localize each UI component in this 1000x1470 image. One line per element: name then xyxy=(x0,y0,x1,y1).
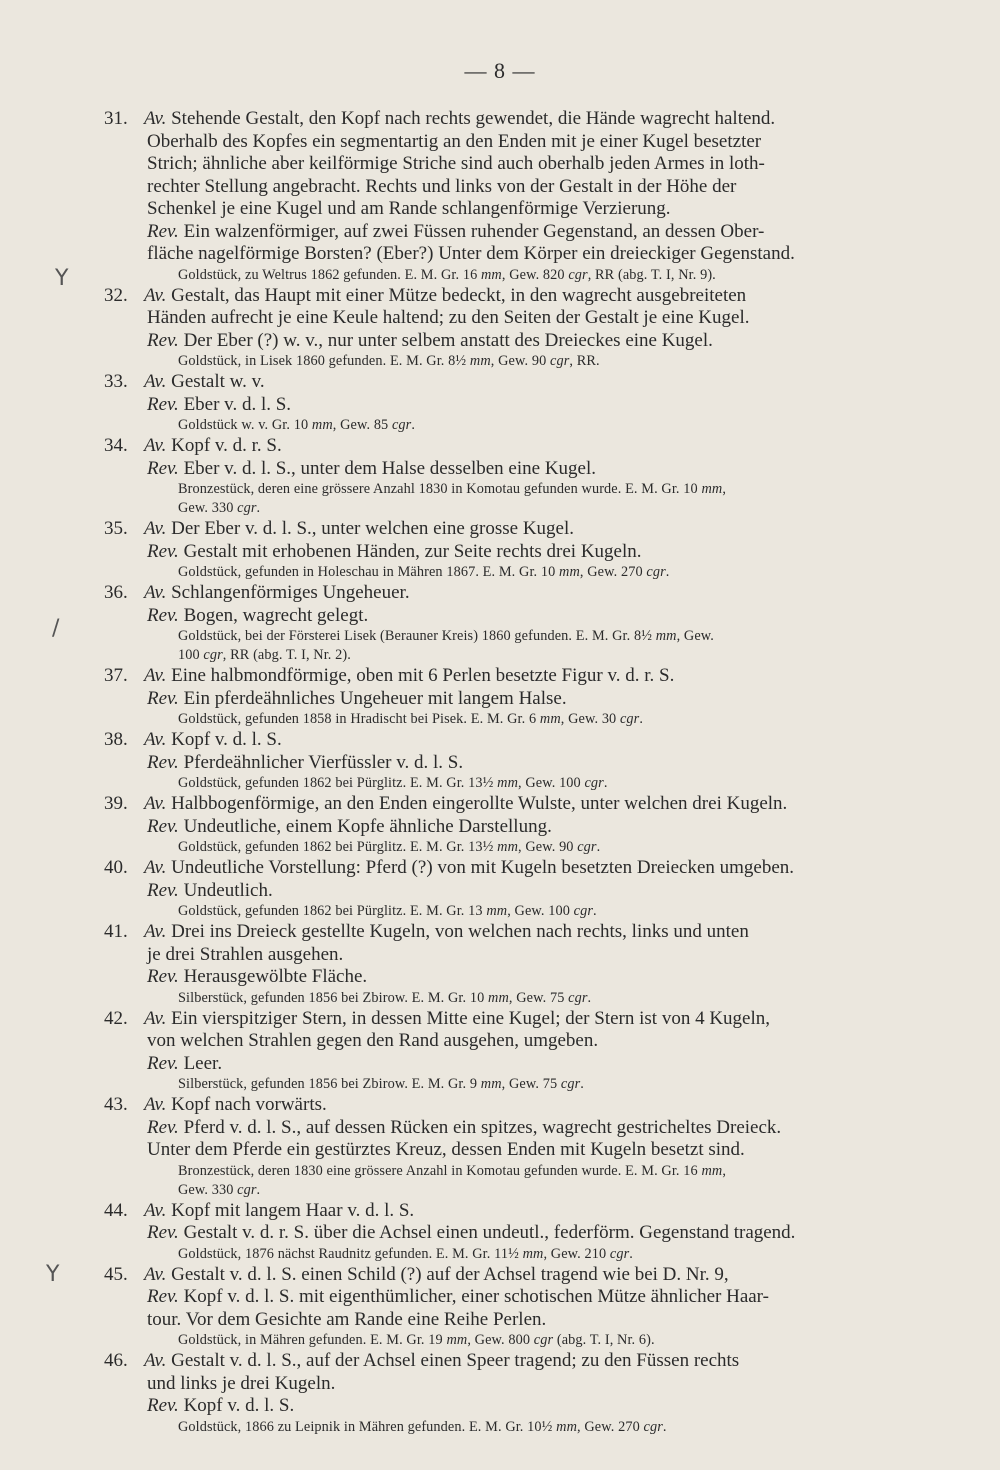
catalog-entry xyxy=(104,1199,932,1264)
entry-number: 38. xyxy=(104,729,128,750)
entry-provenance-note: Gew. 330 cgr. xyxy=(178,1181,261,1198)
catalog-entry xyxy=(104,1263,932,1351)
catalog-entry xyxy=(104,518,932,582)
entry-provenance-note: Goldstück, in Lisek 1860 gefunden. E. M. Gr. 8½ mm, Gew. 90 cgr, RR. xyxy=(178,353,600,369)
entry-description-line: Av. Gestalt v. d. l. S. einen Schild (?) auf der Achsel tragend wie bei D. Nr. 9, xyxy=(144,1263,729,1285)
entry-provenance-note: Goldstück, 1866 zu Leipnik in Mähren gefunden. E. M. Gr. 10½ mm, Gew. 270 cgr. xyxy=(178,1418,667,1435)
entry-description-line: und links je drei Kugeln. xyxy=(147,1372,336,1394)
margin-mark: Y xyxy=(55,266,69,291)
entry-description-line: Oberhalb des Kopfes ein segmentartig an den Enden mit je einer Kugel besetzter xyxy=(147,130,762,152)
page-number: — 8 — xyxy=(464,58,536,83)
entry-description-line: rechter Stellung angebracht. Rechts und links von der Gestalt in der Höhe der xyxy=(147,175,737,197)
entry-description-line: Av. Kopf v. d. r. S. xyxy=(144,435,282,456)
entry-description-line: Rev. Ein pferdeähnliches Ungeheuer mit langem Halse. xyxy=(147,687,567,709)
entry-number: 40. xyxy=(104,857,128,878)
entry-description-line: je drei Strahlen ausgehen. xyxy=(147,943,344,965)
catalog-entry xyxy=(104,108,932,285)
entry-description-line: Rev. Gestalt mit erhobenen Händen, zur Seite rechts drei Kugeln. xyxy=(147,540,642,562)
entry-number: 37. xyxy=(104,665,128,686)
entry-description-line: tour. Vor dem Gesichte am Rande eine Reihe Perlen. xyxy=(147,1308,547,1330)
entry-description-line: Rev. Undeutliche, einem Kopfe ähnliche Darstellung. xyxy=(147,815,552,837)
entry-provenance-note: Goldstück, gefunden 1862 bei Pürglitz. E. M. Gr. 13 mm, Gew. 100 cgr. xyxy=(178,903,597,919)
entry-description-line: Rev. Der Eber (?) w. v., nur unter selbem anstatt des Dreieckes eine Kugel. xyxy=(147,329,713,351)
entry-number: 41. xyxy=(104,921,128,942)
entry-provenance-note: 100 cgr, RR (abg. T. I, Nr. 2). xyxy=(178,647,351,663)
entry-provenance-note: Bronzestück, deren eine grössere Anzahl 1830 in Komotau gefunden wurde. E. M. Gr. 10 mm, xyxy=(178,481,726,497)
entry-description-line: Rev. Undeutlich. xyxy=(147,879,273,901)
entry-description-line: Strich; ähnliche aber keilförmige Striche sind auch oberhalb jeden Armes in loth- xyxy=(147,153,765,174)
catalog-entry xyxy=(104,1350,932,1437)
entry-number: 34. xyxy=(104,435,128,456)
entry-number: 39. xyxy=(104,793,128,814)
entry-provenance-note: Goldstück, bei der Försterei Lisek (Berauner Kreis) 1860 gefunden. E. M. Gr. 8½ mm, Gew. xyxy=(178,628,714,644)
entry-provenance-note: Goldstück, gefunden in Holeschau in Mähren 1867. E. M. Gr. 10 mm, Gew. 270 cgr. xyxy=(178,564,670,580)
entry-description-line: Rev. Gestalt v. d. r. S. über die Achsel einen undeutl., federförm. Gegenstand tragend. xyxy=(147,1222,796,1243)
entry-description-line: Av. Eine halbmondförmige, oben mit 6 Perlen besetzte Figur v. d. r. S. xyxy=(144,665,675,686)
entry-description-line: Rev. Herausgewölbte Fläche. xyxy=(147,966,368,987)
entry-description-line: Rev. Leer. xyxy=(147,1052,223,1074)
entry-provenance-note: Goldstück, gefunden 1862 bei Pürglitz. E. M. Gr. 13½ mm, Gew. 100 cgr. xyxy=(178,775,608,791)
entry-description-line: Unter dem Pferde ein gestürztes Kreuz, dessen Enden mit Kugeln besetzt sind. xyxy=(147,1139,745,1160)
entry-number: 44. xyxy=(104,1199,128,1221)
entry-number: 32. xyxy=(104,284,128,306)
entry-description-line: Av. Der Eber v. d. l. S., unter welchen eine grosse Kugel. xyxy=(144,518,575,539)
entry-number: 31. xyxy=(104,108,128,129)
margin-mark: Y xyxy=(46,1262,60,1287)
entry-provenance-note: Silberstück, gefunden 1856 bei Zbirow. E. M. Gr. 10 mm, Gew. 75 cgr. xyxy=(178,989,592,1006)
entry-number: 46. xyxy=(104,1350,128,1371)
catalog-entry xyxy=(104,665,932,729)
entry-description-line: Av. Gestalt v. d. l. S., auf der Achsel einen Speer tragend; zu den Füssen rechts xyxy=(144,1350,740,1371)
entry-provenance-note: Goldstück, gefunden 1862 bei Pürglitz. E. M. Gr. 13½ mm, Gew. 90 cgr. xyxy=(178,839,601,855)
entry-provenance-note: Bronzestück, deren 1830 eine grössere Anzahl in Komotau gefunden wurde. E. M. Gr. 16 mm, xyxy=(178,1162,726,1179)
entry-provenance-note: Goldstück, in Mähren gefunden. E. M. Gr. 19 mm, Gew. 800 cgr (abg. T. I, Nr. 6). xyxy=(178,1332,655,1348)
entry-description-line: Rev. Ein walzenförmiger, auf zwei Füssen ruhender Gegenstand, an dessen Ober- xyxy=(147,220,765,242)
entry-description-line: Av. Kopf v. d. l. S. xyxy=(144,729,282,750)
catalog-entry xyxy=(104,582,932,665)
entry-description-line: Av. Ein vierspitziger Stern, in dessen Mitte eine Kugel; der Stern ist von 4 Kugeln, xyxy=(144,1007,771,1029)
entry-description-line: Av. Schlangenförmiges Ungeheuer. xyxy=(144,582,410,603)
entry-description-line: Av. Drei ins Dreieck gestellte Kugeln, von welchen nach rechts, links und unten xyxy=(144,921,749,942)
entry-provenance-note: Goldstück w. v. Gr. 10 mm, Gew. 85 cgr. xyxy=(178,417,416,433)
catalog-entry xyxy=(104,371,932,435)
entry-description-line: Av. Kopf nach vorwärts. xyxy=(144,1094,327,1115)
entry-description-line: Schenkel je eine Kugel und am Rande schlangenförmige Verzierung. xyxy=(147,198,671,219)
entry-description-line: Av. Halbbogenförmige, an den Enden eingerollte Wulste, unter welchen drei Kugeln. xyxy=(144,793,788,814)
entry-provenance-note: Goldstück, 1876 nächst Raudnitz gefunden. E. M. Gr. 11½ mm, Gew. 210 cgr. xyxy=(178,1245,633,1262)
catalog-entries xyxy=(104,108,932,1437)
catalog-entry xyxy=(104,921,932,1008)
entry-description-line: Rev. Bogen, wagrecht gelegt. xyxy=(147,604,369,626)
entry-provenance-note: Goldstück, gefunden 1858 in Hradischt bei Pisek. E. M. Gr. 6 mm, Gew. 30 cgr. xyxy=(178,711,644,727)
catalog-entry xyxy=(104,729,932,793)
entry-description-line: fläche nagelförmige Borsten? (Eber?) Unter dem Körper ein dreieckiger Gegenstand. xyxy=(147,243,795,264)
entry-number: 36. xyxy=(104,582,128,603)
entry-description-line: von welchen Strahlen gegen den Rand ausgehen, umgeben. xyxy=(147,1030,599,1051)
entry-description-line: Av. Stehende Gestalt, den Kopf nach rechts gewendet, die Hände wagrecht haltend. xyxy=(144,108,776,129)
entry-number: 43. xyxy=(104,1094,128,1115)
entry-description-line: Av. Undeutliche Vorstellung: Pferd (?) von mit Kugeln besetzten Dreiecken umgeben. xyxy=(144,857,795,878)
entry-description-line: Rev. Eber v. d. l. S., unter dem Halse desselben eine Kugel. xyxy=(147,457,596,479)
entry-number: 45. xyxy=(104,1263,128,1285)
catalog-entry xyxy=(104,1094,932,1200)
margin-mark: / xyxy=(52,616,60,641)
entry-description-line: Av. Gestalt w. v. xyxy=(144,371,265,392)
entry-number: 35. xyxy=(104,518,128,539)
catalog-entry xyxy=(104,1007,932,1095)
entry-provenance-note: Silberstück, gefunden 1856 bei Zbirow. E. M. Gr. 9 mm, Gew. 75 cgr. xyxy=(178,1076,584,1092)
catalog-entry xyxy=(104,284,932,372)
entry-provenance-note: Goldstück, zu Weltrus 1862 gefunden. E. M. Gr. 16 mm, Gew. 820 cgr, RR (abg. T. I, Nr. 9). xyxy=(178,266,716,283)
entry-description-line: Rev. Pferdeähnlicher Vierfüssler v. d. l. S. xyxy=(147,751,464,773)
entry-description-line: Av. Kopf mit langem Haar v. d. l. S. xyxy=(144,1199,415,1221)
entry-number: 33. xyxy=(104,371,128,392)
entry-description-line: Rev. Pferd v. d. l. S., auf dessen Rücken ein spitzes, wagrecht gestricheltes Dreieck. xyxy=(147,1116,782,1138)
entry-description-line: Rev. Kopf v. d. l. S. xyxy=(147,1395,295,1416)
catalog-entry xyxy=(104,793,932,857)
catalog-entry xyxy=(104,857,932,921)
entry-number: 42. xyxy=(104,1007,128,1029)
entry-description-line: Rev. Eber v. d. l. S. xyxy=(147,393,292,415)
entry-description-line: Händen aufrecht je eine Keule haltend; zu den Seiten der Gestalt je eine Kugel. xyxy=(147,307,750,328)
entry-description-line: Rev. Kopf v. d. l. S. mit eigenthümlicher, einer schotischen Mütze ähnlicher Haar- xyxy=(147,1286,769,1307)
entry-provenance-note: Gew. 330 cgr. xyxy=(178,500,261,516)
catalog-entry xyxy=(104,435,932,518)
entry-description-line: Av. Gestalt, das Haupt mit einer Mütze bedeckt, in den wagrecht ausgebreiteten xyxy=(144,284,747,306)
